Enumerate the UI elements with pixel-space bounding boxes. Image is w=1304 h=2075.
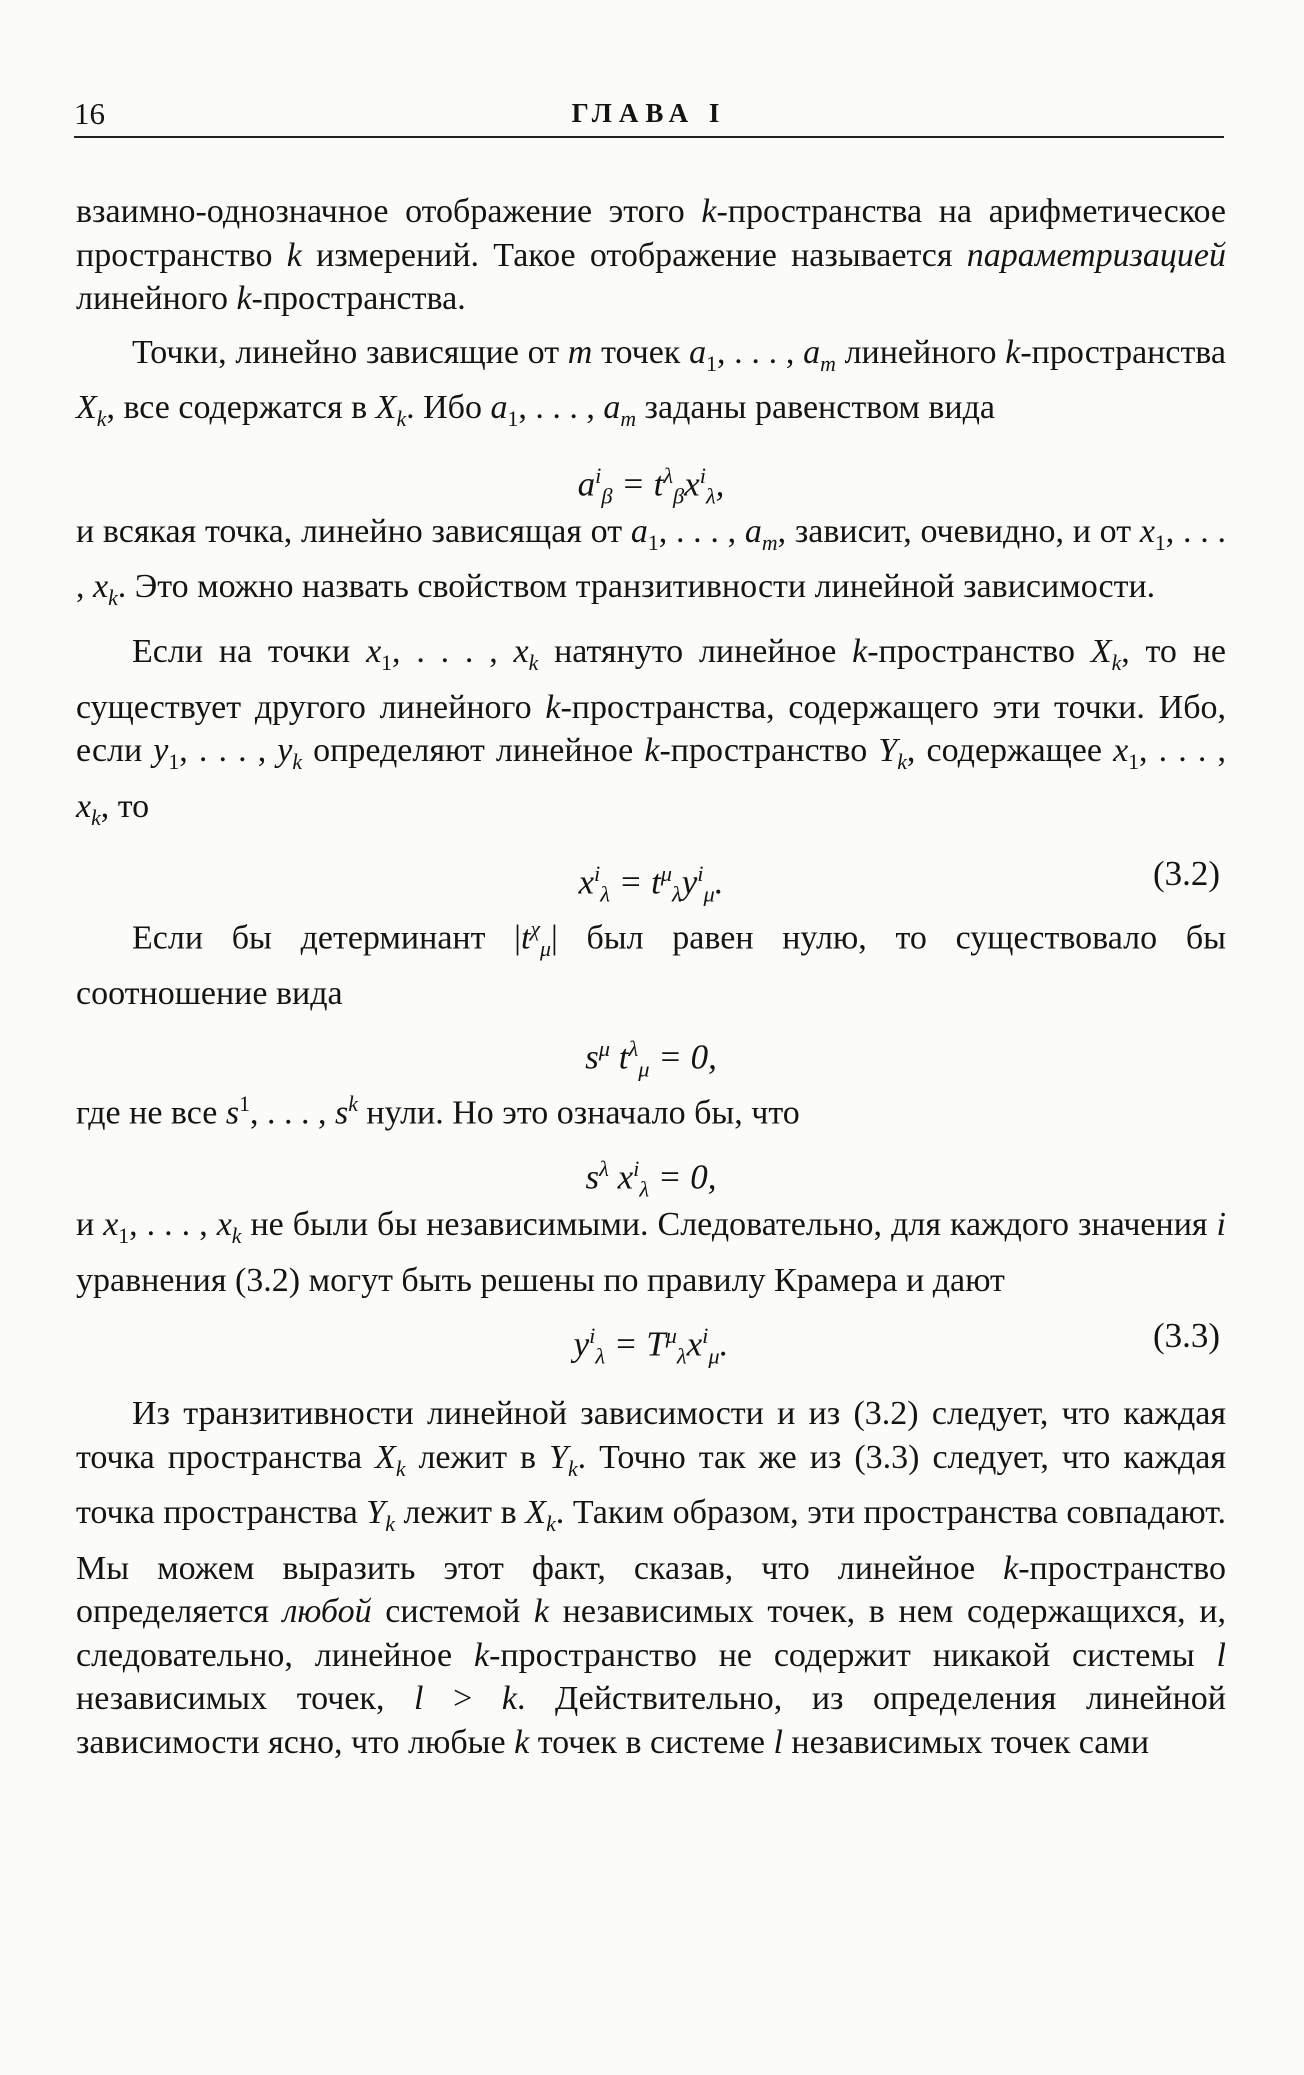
text-run: k [231,1224,242,1249]
text-run: k [546,1512,556,1537]
text-run: , . . . , [129,1206,217,1244]
text-run: t [610,1038,629,1078]
text-run: . [719,1324,729,1364]
paragraph [76,630,1226,840]
text-run: a [603,389,621,427]
text-run: = 0, [649,1038,717,1078]
text-run: , . . . , [76,512,1226,605]
text-run: y [681,862,698,902]
text-run: k [292,750,303,775]
text-run: не были бы независимыми. Следовательно, для каждого значения [241,1206,1217,1244]
text-run: i [702,1323,709,1349]
text-run: X [375,389,397,427]
text-run: β [601,483,613,509]
text-run: X [76,389,97,427]
text-run: s [225,1094,240,1132]
text-run: взаимно-однозначное отображение этого [76,193,702,230]
text-run: k [514,1724,530,1762]
text-run: Если бы детерминант | [132,919,521,957]
equation-expression [76,1314,1226,1378]
text-run: 1 [507,406,519,431]
text-run: Если на точки [132,633,367,671]
text-run: s [585,1038,599,1078]
text-run: y [573,1324,590,1364]
text-run: x [1139,512,1155,550]
text-run: , все содержатся в [106,389,376,427]
text-run: точек [592,333,690,371]
paragraph [76,1203,1226,1302]
text-run: k [1005,333,1021,371]
text-run: l [414,1680,424,1718]
text-run: и [76,1206,104,1244]
text-run: m [820,351,836,376]
text-run: где не все [76,1094,226,1132]
text-run: i [633,1156,640,1182]
text-run: . Таким образом, эти пространства совпадают. Мы можем выразить этот факт, сказав, что линейное [76,1494,1227,1587]
equation-expression [76,1147,1226,1211]
body-text [76,190,1226,1765]
text-run: a [744,512,762,550]
text-run: t [521,919,531,957]
text-run: λ [595,1343,606,1369]
text-run: = 0, [649,1158,717,1197]
text-run: l [773,1724,783,1762]
text-run: , . . . , [1139,732,1226,770]
paragraph [76,510,1226,621]
text-run: μ [665,1323,677,1349]
text-run: y [277,732,293,770]
text-run: , то [100,787,150,825]
paragraph [76,331,1226,442]
text-run: x [93,567,109,605]
text-run: , зависит, очевидно, и от [777,512,1140,550]
equation [76,444,1226,508]
page-header [74,96,1224,138]
text-run: χ [530,917,541,942]
text-run: μ [598,1036,611,1062]
text-run: -пространства [1020,333,1227,371]
text-run: x [366,633,382,671]
text-run: 1 [168,750,180,775]
text-run: лежит в [394,1494,526,1532]
text-run: , . . . , [518,389,604,427]
text-run: линейного [76,280,237,318]
text-run: a [490,389,508,427]
text-run: k [396,406,407,431]
text-run: . Это можно назвать свойством транзитивности линейной зависимости. [117,567,1156,605]
text-run: k [897,750,907,775]
text-run: λ [599,1156,609,1182]
text-run: , . . . , [658,512,745,550]
text-run: -пространства, содержащего эти точки. Ибо, если [76,688,1226,770]
text-run: λ [672,881,682,907]
equation [76,842,1226,906]
text-run: i [595,462,602,488]
text-run: независимых точек, в нем содержащихся, и, следовательно, линейное [76,1593,1226,1674]
text-run: k [236,280,252,318]
text-run: k [96,406,107,431]
text-run: X [375,1438,396,1476]
text-run: m [567,333,593,371]
text-run: m [761,530,778,555]
text-run: Y [549,1438,568,1476]
text-run: . Точно так же из (3.3) следует, что каждая точка пространства [76,1438,1227,1532]
text-run: k [545,688,561,726]
text-run: i [589,1323,596,1349]
text-run: 1 [118,1224,130,1249]
text-run: λ [705,483,716,509]
text-run: x [1113,732,1129,770]
text-run: i [594,861,601,887]
text-run: k [568,1456,578,1481]
text-run: , . . . , [179,732,278,770]
text-run: s [585,1158,600,1197]
text-run: точек в системе [529,1724,774,1762]
text-run: и всякая точка, линейно зависящая от [76,512,631,550]
text-run: s [335,1094,349,1132]
text-run: параметризацией [966,236,1226,274]
text-run: -пространства. [251,280,466,318]
text-run: , . . . , [716,333,804,371]
page-number: 16 [74,96,105,131]
text-run: x [684,464,700,504]
text-run: k [348,1092,358,1117]
text-run: λ [600,881,610,907]
text-run: x [578,862,595,902]
text-run: = t [609,862,661,902]
text-run: Из транзитивности линейной зависимости и из (3.2) следует, что каждая точка пространства [76,1395,1226,1476]
equation [76,1017,1226,1081]
text-run: > [423,1680,502,1718]
text-run: . Ибо [406,389,491,427]
equation [76,1304,1226,1368]
text-run: 1 [239,1092,250,1117]
text-run: μ [703,881,715,907]
text-run: k [108,585,118,610]
text-run: X [1090,633,1112,671]
text-run: k [395,1456,406,1481]
text-run: i [697,861,704,887]
chapter-title: ГЛАВА I [571,98,727,128]
text-run: x [103,1206,119,1244]
text-run: системой [371,1593,534,1631]
text-run: независимых точек, [76,1680,415,1718]
text-run: уравнения (3.2) могут быть решены по правилу Крамера и дают [76,1261,1005,1299]
text-run: 1 [1128,750,1140,775]
text-run: Точки, линейно зависящие от [132,333,568,371]
text-run: . [714,862,724,902]
text-run: λ [676,1343,687,1369]
text-run: β [673,483,685,509]
text-run: , . . . , [250,1094,335,1132]
text-run: x [216,1206,232,1244]
text-run: x [513,633,529,671]
text-run: X [525,1494,547,1532]
text-run: . Действительно, из определения линейной зависимости ясно, что любые [76,1680,1226,1762]
text-run: i [1216,1206,1226,1244]
text-run: λ [628,1036,639,1062]
text-run: k [1003,1549,1019,1587]
text-run: a [803,333,821,371]
text-run: μ [540,937,551,962]
text-run: , . . . , [392,633,514,671]
text-run: натянуто линейное [538,633,853,671]
text-run: k [473,1636,490,1674]
text-run: -пространство [659,732,879,770]
text-run: независимых точек сами [782,1724,1150,1762]
text-run: μ [638,1057,650,1083]
text-run: k [528,651,539,676]
text-run: 1 [1154,530,1166,555]
text-run: нули. Но это означало бы, что [357,1094,800,1132]
text-run: k [385,1512,395,1537]
text-run: i [699,462,706,488]
text-run: 1 [647,530,659,555]
equation-number: (3.2) [1152,854,1220,894]
text-run: k [644,732,660,770]
text-run: Y [878,732,898,770]
text-run: k [701,193,717,230]
text-run: l [1216,1636,1226,1674]
text-run: λ [663,462,674,488]
text-run: 1 [706,351,717,376]
text-run: a [577,464,596,504]
text-run: k [91,805,101,830]
equation-expression [76,1027,1226,1091]
text-run: k [286,236,302,274]
text-run: y [153,732,169,770]
text-run: | был равен нулю, то существовало бы соотношение вида [76,919,1226,1012]
text-run: -пространства на арифметическое пространство [76,193,1226,274]
paragraph [76,908,1226,1015]
paragraph [76,190,1226,321]
text-run: m [620,406,637,431]
text-run: определяют линейное [302,732,645,770]
text-run: измерений. Такое отображение называется [301,236,967,274]
equation-expression [76,454,1226,518]
text-run: -пространство не содержит никакой системы [489,1636,1217,1674]
text-run: a [630,512,648,550]
paragraph [76,1392,1226,1764]
text-run: a [689,333,707,371]
text-run: x [76,787,92,825]
text-run: Y [366,1494,386,1532]
text-run: лежит в [405,1438,550,1476]
text-run: k [852,633,868,671]
text-run: , содержащее [906,732,1114,770]
text-run: , [715,464,725,504]
text-run: любой [282,1593,372,1631]
text-run: μ [660,861,673,887]
text-run: = T [605,1324,666,1364]
text-run: линейного [835,333,1006,371]
text-run: k [533,1593,550,1631]
text-run: , то не существует другого линейного [76,633,1227,726]
text-run: k [501,1680,517,1718]
equation-expression [76,852,1226,916]
text-run: -пространство определяется [76,1549,1226,1631]
text-run: μ [708,1343,720,1369]
text-run: λ [639,1177,650,1202]
text-run: k [1111,651,1122,676]
text-run: x [686,1324,703,1364]
text-run: = t [612,464,664,504]
equation [76,1137,1226,1201]
text-run: 1 [381,651,393,676]
text-run: -пространство [867,633,1091,671]
equation-number: (3.3) [1152,1316,1220,1356]
text-run: заданы равенством вида [636,389,996,427]
text-run: x [608,1158,634,1197]
